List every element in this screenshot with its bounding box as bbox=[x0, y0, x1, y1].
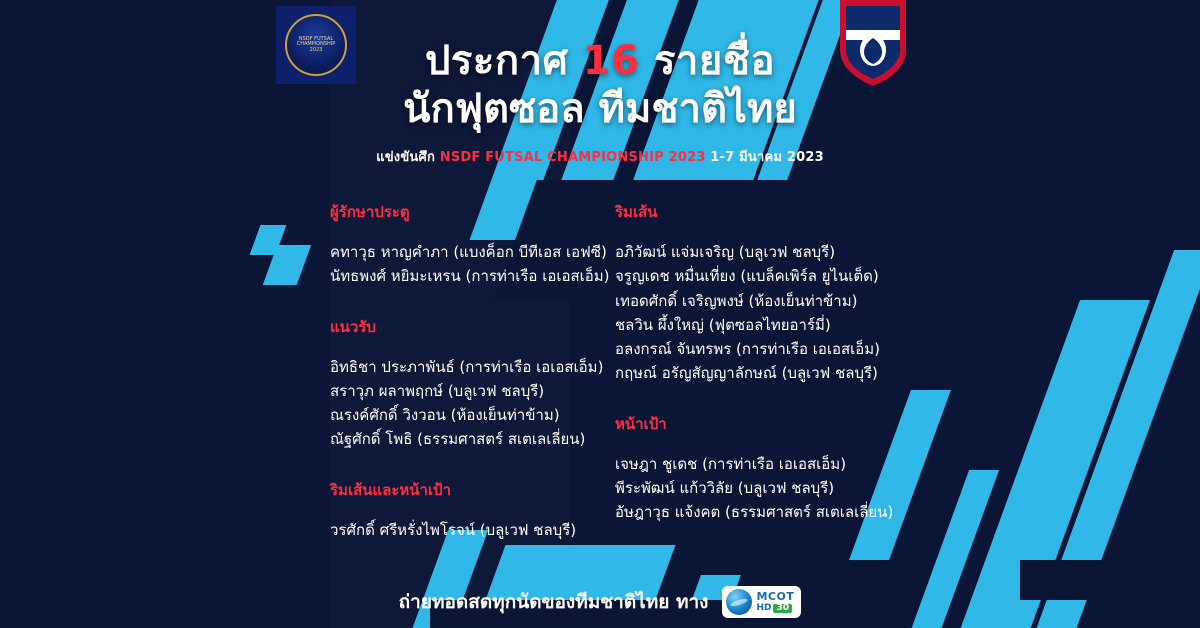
position-group-title: ริมเส้นและหน้าเป้า bbox=[330, 480, 452, 499]
list-item: วรศักดิ์ ศรีหรั่งไพโรจน์ (บลูเวฟ ชลบุรี) bbox=[330, 520, 577, 539]
roster-column-right bbox=[615, 200, 1035, 568]
list-item: อลงกรณ์ จันทรพร (การท่าเรือ เอเอสเอ็ม) bbox=[615, 340, 881, 359]
list-item: ชลวิน ผึ้งใหญ่ (ฟุตซอลไทยอาร์มี่) bbox=[615, 315, 831, 334]
mcot-logo-text bbox=[756, 591, 794, 613]
list-item: อภิวัฒน์ แจ่มเจริญ (บลูเวฟ ชลบุรี) bbox=[615, 243, 836, 261]
list-item: คทาวุธ หาญคำภา (แบงค็อก บีทีเอส เอฟซี) bbox=[330, 243, 607, 261]
position-group-title: หน้าเป้า bbox=[615, 414, 667, 433]
subtitle bbox=[0, 146, 1200, 167]
position-group bbox=[615, 412, 1035, 525]
channel-hd-label: HD bbox=[756, 603, 772, 613]
list-item: อิทธิชา ประภาพันธ์ (การท่าเรือ เอเอสเอ็ม) bbox=[330, 357, 604, 376]
title-block bbox=[0, 36, 1200, 167]
position-group-title: ผู้รักษาประตู bbox=[330, 203, 410, 221]
list-item: ณัฐศักดิ์ โพธิ (ธรรมศาสตร์ สเตเลเลี่ยน) bbox=[330, 430, 586, 449]
list-item: พีระพัฒน์ แก้ววิลัย (บลูเวฟ ชลบุรี) bbox=[615, 479, 835, 498]
channel-hd-badge bbox=[756, 604, 794, 613]
position-group-title: ริมเส้น bbox=[615, 203, 658, 221]
page-title-line2: นักฟุตซอล ทีมชาติไทย bbox=[403, 86, 797, 132]
roster-column-left bbox=[330, 200, 620, 568]
list-item: กฤษณ์ อรัญสัญญาลักษณ์ (บลูเวฟ ชลบุรี) bbox=[615, 364, 878, 383]
list-item: จรูญเดช หมื่นเที่ยง (แบล็คเพิร์ล ยูไนเต็ด) bbox=[615, 267, 879, 286]
subtitle-highlight: NSDF FUTSAL CHAMPIONSHIP 2023 bbox=[439, 150, 706, 165]
list-item: สราวุภ ผลาพฤกษ์ (บลูเวฟ ชลบุรี) bbox=[330, 381, 545, 400]
list-item: นัทธพงศ์ หยิมะเหรน (การท่าเรือ เอเอสเอ็ม) bbox=[330, 267, 610, 286]
position-group-title: แนวรับ bbox=[330, 317, 376, 336]
mcot-hd-logo bbox=[722, 586, 801, 618]
title-number: 16 bbox=[582, 38, 640, 84]
channel-name: MCOT bbox=[756, 590, 795, 603]
title-suffix: รายชื่อ bbox=[639, 38, 775, 84]
subtitle-prefix: แข่งขันศึก bbox=[376, 150, 440, 165]
subtitle-suffix: 1-7 มีนาคม 2023 bbox=[705, 150, 824, 165]
position-group bbox=[330, 315, 620, 452]
tournament-logo-label: NSDF FUTSAL CHAMPIONSHIP 2023 bbox=[285, 14, 347, 76]
list-item: ณรงค์ศักดิ์ วิงวอน (ห้องเย็นท่าข้าม) bbox=[330, 406, 560, 425]
channel-number: 30 bbox=[773, 604, 792, 613]
page-title-line1 bbox=[0, 36, 1200, 86]
roster-columns bbox=[0, 200, 1200, 568]
broadcast-text: ถ่ายทอดสดทุกนัดของทีมชาติไทย ทาง bbox=[398, 591, 709, 613]
position-group bbox=[615, 200, 1035, 386]
list-item: เทอดศักดิ์ เจริญพงษ์ (ห้องเย็นท่าข้าม) bbox=[615, 291, 858, 310]
list-item: อัษฎาวุธ แจ้งคต (ธรรมศาสตร์ สเตเลเลี่ยน) bbox=[615, 503, 894, 522]
list-item: เจษฎา ชูเดช (การท่าเรือ เอเอสเอ็ม) bbox=[615, 454, 847, 473]
globe-icon bbox=[726, 589, 752, 615]
title-prefix: ประกาศ bbox=[424, 38, 583, 84]
position-group bbox=[330, 200, 620, 289]
broadcast-footer bbox=[0, 586, 1200, 618]
position-group bbox=[330, 478, 620, 542]
